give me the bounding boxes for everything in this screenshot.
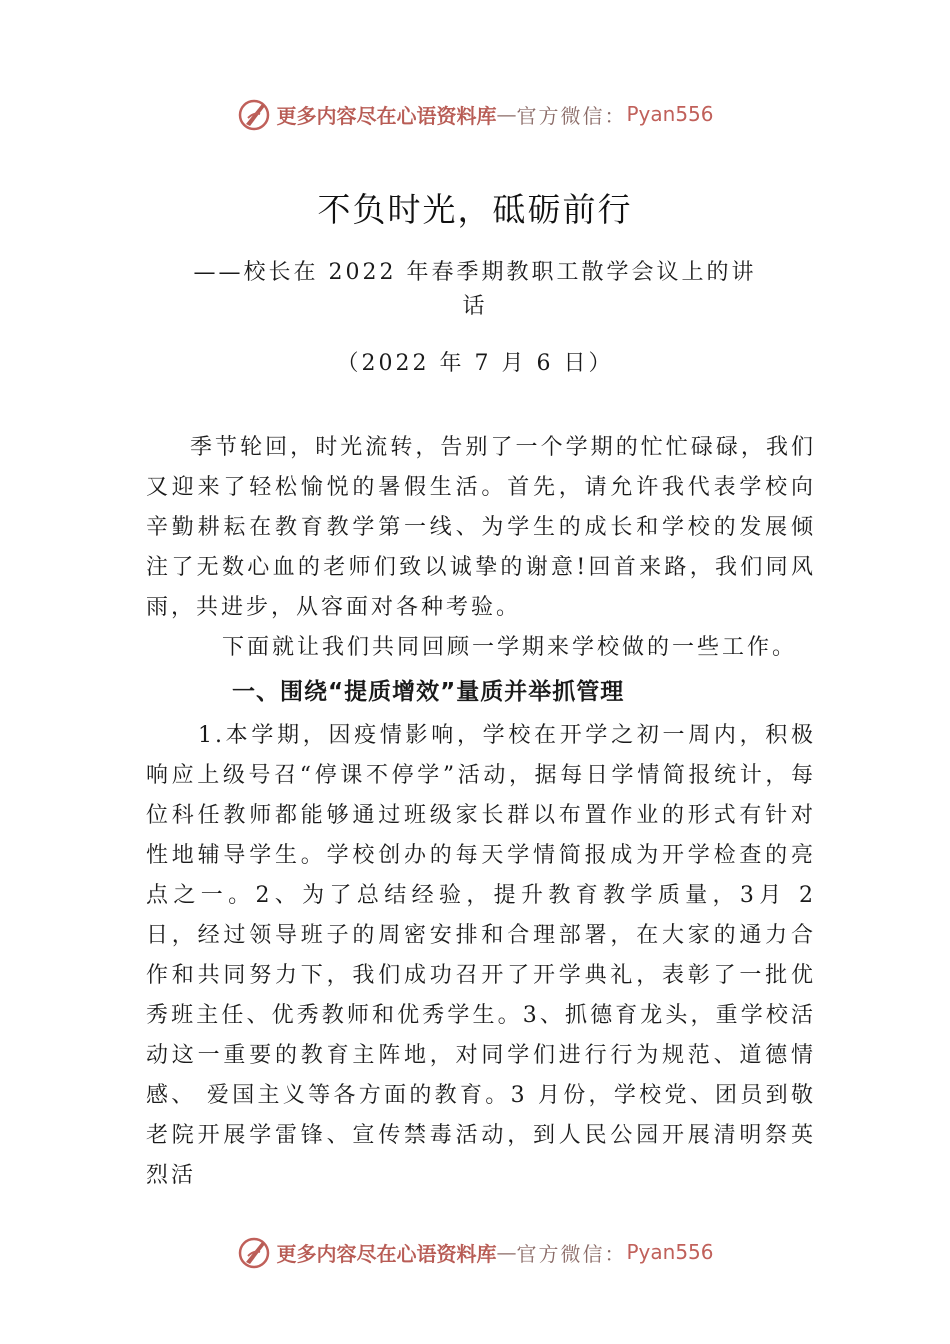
watermark-wechat-label: 官方微信：	[516, 103, 627, 128]
watermark-separator: —	[496, 102, 517, 126]
watermark-wechat-id: Pyan556	[626, 1240, 714, 1264]
pen-logo-icon	[236, 1234, 272, 1270]
document-subtitle: ——校长在 2022 年春季期教职工散学会议上的讲话	[193, 260, 757, 319]
watermark-separator: —	[496, 1240, 517, 1264]
watermark-banner-top	[0, 92, 950, 136]
document-title: 不负时光，砥砺前行	[317, 190, 633, 229]
paragraph-review: 下面就让我们共同回顾一学期来学校做的一些工作。	[222, 635, 798, 660]
paragraph-intro: 季节轮回，时光流转，告别了一个学期的忙忙碌碌，我们又迎来了轻松愉悦的暑假生活。首先，请允许我代表学校向辛勤耕耘在教育教学第一线、为学生的成长和学校的发展倾注了无数心血的老师们致以诚挚的谢意!回首来路，我们同风雨，共进步，从容面对各种考验。	[146, 435, 816, 620]
watermark-text: 更多内容尽在心语资料库	[276, 103, 497, 128]
section-heading-1: 一、围绕“提质增效”量质并举抓管理	[232, 679, 625, 705]
watermark-text: 更多内容尽在心语资料库	[276, 1241, 497, 1266]
pen-logo-icon	[236, 96, 272, 132]
paragraph-section-1: 1.本学期，因疫情影响，学校在开学之初一周内，积极响应上级号召“停课不停学”活动，据每日学情简报统计，每位科任教师都能够通过班级家长群以布置作业的形式有针对性地辅导学生。学校创办的每天学情简报成为开学检查的亮点之一。2、为了总结经验，提升教育教学质量，3月 2 日，经过领导班子的周密安排和合理部署，在大家的通力合作和共同努力下，我们成功召开了开学典礼，表彰了一批优秀班主任、优秀教师和优秀学生。3、抓德育龙头，重学校活动这一重要的教育主阵地，对同学们进行行为规范、道德情感、 爱国主义等各方面的教育。3 月份，学校党、团员到敬老院开展学雷锋、宣传禁毒活动，到人民公园开展清明祭英烈活	[146, 723, 816, 1188]
watermark-wechat-id: Pyan556	[626, 102, 714, 126]
document-date: （2022 年 7 月 6 日）	[336, 351, 614, 376]
watermark-wechat-label: 官方微信：	[516, 1241, 627, 1266]
watermark-banner-bottom	[0, 1230, 950, 1274]
